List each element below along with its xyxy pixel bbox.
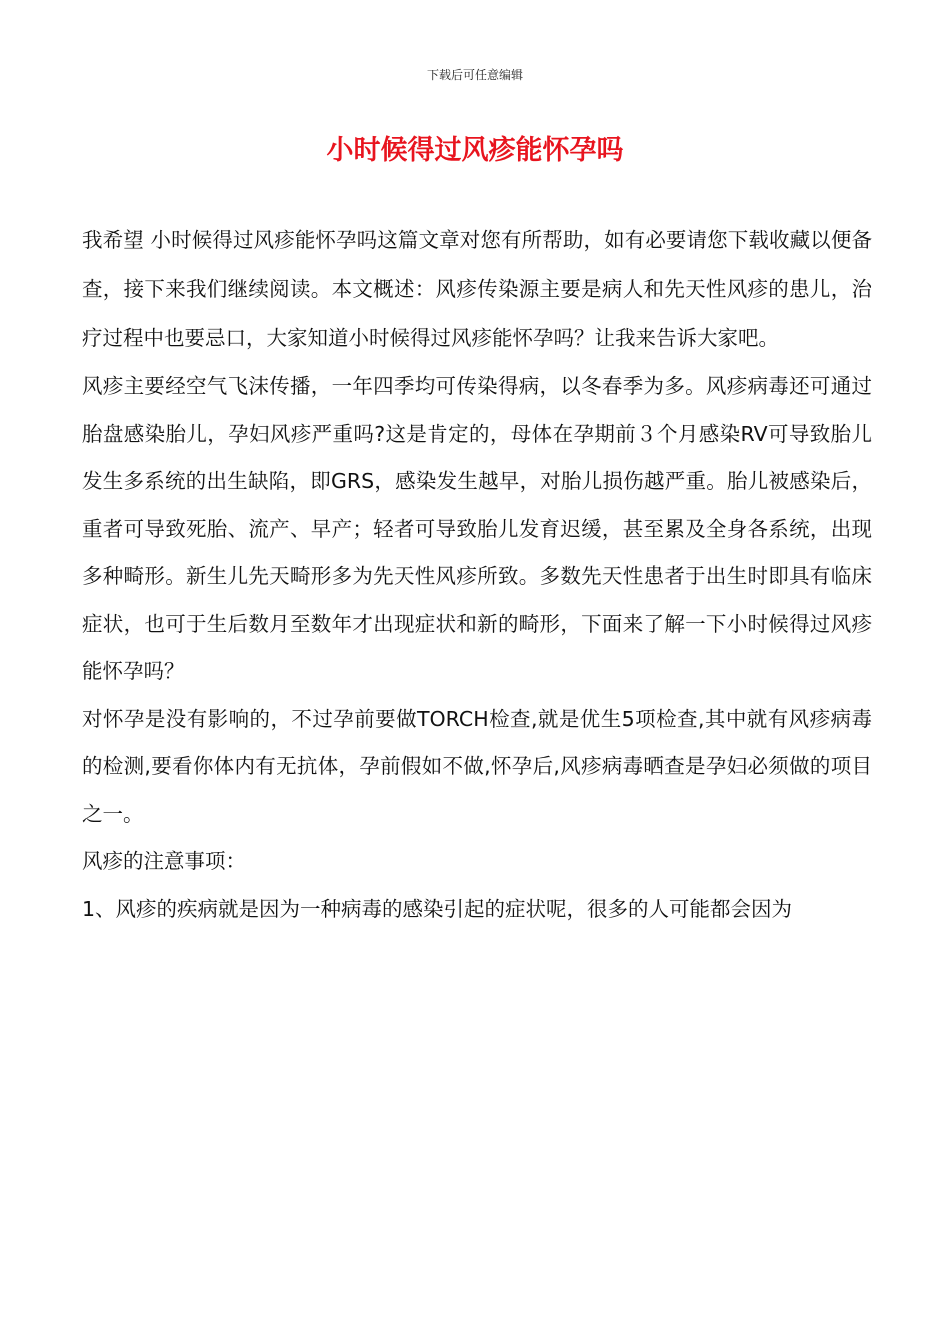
paragraph-transmission: 风疹主要经空气飞沫传播，一年四季均可传染得病，以冬春季为多。风疹病毒还可通过胎盘感染胎儿，孕妇风疹严重吗?这是肯定的，母体在孕期前３个月感染RV可导致胎儿发生多系统的出生缺陷，即GRS，感染发生越早，对胎儿损伤越严重。胎儿被感染后，重者可导致死胎、流产、早产；轻者可导致胎儿发育迟缓，甚至累及全身各系统，出现多种畸形。新生儿先天畸形多为先天性风疹所致。多数先天性患者于出生时即具有临床症状，也可于生后数月至数年才出现症状和新的畸形，下面来了解一下小时候得过风疹能怀孕吗？ — [82, 374, 872, 683]
paragraph-note-1: 1、风疹的疾病就是因为一种病毒的感染引起的症状呢，很多的人可能都会因为 — [82, 896, 793, 921]
document-title: 小时候得过风疹能怀孕吗 — [326, 135, 624, 166]
paragraph-notes-heading: 风疹的注意事项： — [82, 849, 246, 873]
paragraph-pregnancy: 对怀孕是没有影响的，不过孕前要做TORCH检查,就是优生5项检查,其中就有风疹病毒的检测,要看你体内有无抗体，孕前假如不做,怀孕后,风疹病毒晒查是孕妇必须做的项目之一。 — [82, 706, 872, 826]
document-body — [82, 216, 872, 933]
download-note: 下载后可任意编辑 — [426, 68, 523, 82]
paragraph-intro: 我希望 小时候得过风疹能怀孕吗这篇文章对您有所帮助，如有必要请您下载收藏以便备查，接下来我们继续阅读。本文概述：风疹传染源主要是病人和先天性风疹的患儿，治疗过程中也要忌口，大家知道小时候得过风疹能怀孕吗？让我来告诉大家吧。 — [82, 228, 872, 350]
